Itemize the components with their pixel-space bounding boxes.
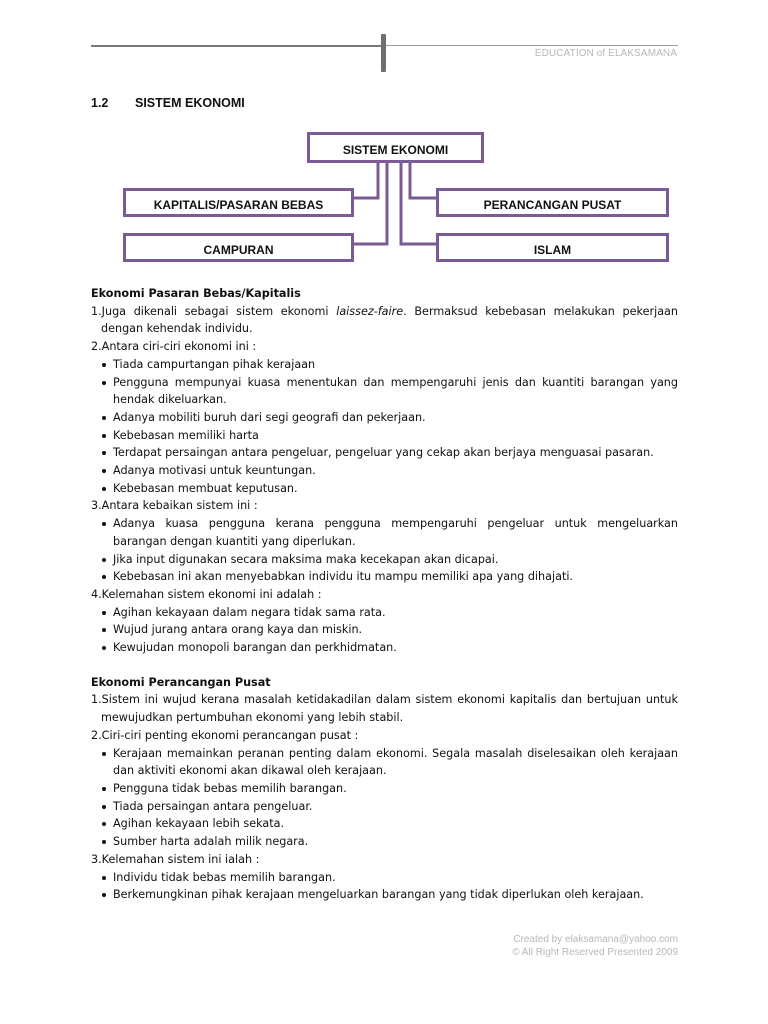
paragraph-ciri-heading: 2.Antara ciri-ciri ekonomi ini : [91, 340, 257, 354]
list-item: Adanya mobiliti buruh dari segi geografi dan pekerjaan. [91, 409, 678, 427]
body-content [91, 285, 678, 904]
list-kelemahan-kapitalis [91, 604, 678, 657]
list-item: Pengguna tidak bebas memilih barangan. [91, 780, 678, 798]
paragraph-kelemahan-heading: 4.Kelemahan sistem ekonomi ini adalah : [91, 587, 322, 601]
list-item: Kerajaan memainkan peranan penting dalam ekonomi. Segala masalah diselesaikan oleh kerajaan dan aktiviti ekonomi akan dikawal oleh kerajaan. [91, 745, 678, 780]
diagram-node-kapitalis [123, 188, 354, 217]
list-item: Wujud jurang antara orang kaya dan miskin. [91, 621, 678, 639]
footer-copyright: © All Right Reserved Presented 2009 [512, 947, 678, 958]
section-number: 1.2 [91, 96, 109, 110]
footer-email: Created by elaksamana@yahoo.com [513, 934, 678, 945]
diagram-root-box [307, 132, 484, 163]
diagram-node-campuran [123, 233, 354, 262]
paragraph-kebaikan-heading: 3.Antara kebaikan sistem ini : [91, 499, 258, 513]
paragraph-ciri-perancangan-heading: 2.Ciri-ciri penting ekonomi perancangan pusat : [91, 728, 359, 742]
section-spacer [91, 657, 678, 674]
list-item: Kebebasan membuat keputusan. [91, 480, 678, 498]
list-item: Kebebasan ini akan menyebabkan individu itu mampu memiliki apa yang dihajati. [91, 568, 678, 586]
list-item: Sumber harta adalah milik negara. [91, 833, 678, 851]
paragraph-definition [91, 303, 678, 338]
list-item: Tiada campurtangan pihak kerajaan [91, 356, 678, 374]
list-item: Adanya kuasa pengguna kerana pengguna mempengaruhi pengeluar untuk mengeluarkan barangan dengan kuantiti yang diperlukan. [91, 515, 678, 550]
paragraph-origin: 1.Sistem ini wujud kerana masalah ketidakadilan dalam sistem ekonomi kapitalis dan bertujuan untuk mewujudkan pertumbuhan ekonomi yang lebih stabil. [91, 693, 678, 725]
list-item: Kebebasan memiliki harta [91, 427, 678, 445]
diagram-node-label: ISLAM [533, 243, 572, 257]
list-kebaikan [91, 515, 678, 586]
heading-kapitalis: Ekonomi Pasaran Bebas/Kapitalis [91, 287, 301, 300]
footer [512, 933, 678, 959]
diagram-node-label: PERANCANGAN PUSAT [483, 198, 622, 212]
diagram-node-islam [436, 233, 669, 262]
list-item: Berkemungkinan pihak kerajaan mengeluarkan barangan yang tidak diperlukan oleh kerajaan. [91, 886, 678, 904]
list-item: Individu tidak bebas memilih barangan. [91, 869, 678, 887]
header-brand: EDUCATION of ELAKSAMANA [534, 48, 677, 59]
list-item: Agihan kekayaan dalam negara tidak sama rata. [91, 604, 678, 622]
definition-term: laissez-faire [336, 304, 404, 318]
list-item: Pengguna mempunyai kuasa menentukan dan mempengaruhi jenis dan kuantiti barangan yang hendak dikeluarkan. [91, 374, 678, 409]
paragraph-kelemahan-perancangan-heading: 3.Kelemahan sistem ini ialah : [91, 852, 260, 866]
list-item: Jika input digunakan secara maksima maka kecekapan akan dicapai. [91, 551, 678, 569]
list-item: Adanya motivasi untuk keuntungan. [91, 462, 678, 480]
definition-text: 1.Juga dikenali sebagai sistem ekonomi [91, 304, 337, 318]
list-ciri-kapitalis [91, 356, 678, 498]
diagram-node-label: KAPITALIS/PASARAN BEBAS [153, 198, 324, 212]
list-item: Kewujudan monopoli barangan dan perkhidmatan. [91, 639, 678, 657]
list-item: Agihan kekayaan lebih sekata. [91, 815, 678, 833]
diagram-node-label: CAMPURAN [203, 243, 274, 257]
diagram-node-perancangan [436, 188, 669, 217]
list-ciri-perancangan [91, 745, 678, 851]
list-item: Tiada persaingan antara pengeluar. [91, 798, 678, 816]
diagram-root-label: SISTEM EKONOMI [342, 143, 449, 157]
section-title-text: SISTEM EKONOMI [135, 96, 245, 110]
list-item: Terdapat persaingan antara pengeluar, pengeluar yang cekap akan berjaya menguasai pasaran. [91, 444, 678, 462]
connector-campuran [353, 162, 387, 244]
connector-islam [401, 162, 437, 244]
definition-text-end: . Bermaksud kebebasan melakukan pekerjaan dengan kehendak individu. [101, 304, 678, 336]
list-kelemahan-perancangan [91, 869, 678, 904]
heading-perancangan: Ekonomi Perancangan Pusat [91, 675, 271, 689]
connector-perancangan [410, 162, 437, 198]
connector-kapitalis [353, 162, 378, 198]
